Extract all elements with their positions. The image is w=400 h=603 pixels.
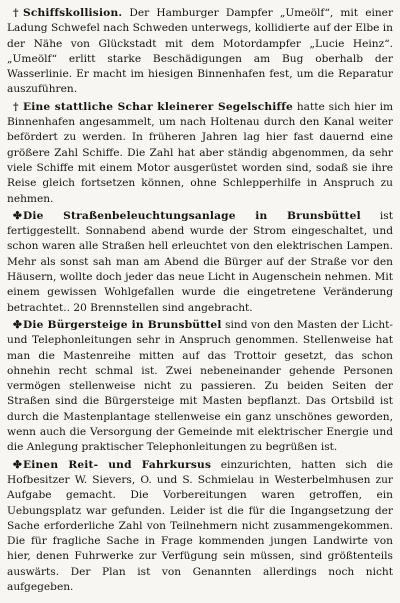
article-street-lighting <box>7 209 393 316</box>
article-body: hatte sich hier im Binnenhafen angesammelt, um nach Holtenau durch den Kanal weiter befördert zu werden. In früheren Jahren lag hier fast dauernd eine größere Zahl Schiffe. Die Zahl hat aber ständig abgenommen, da sehr viele Schiffe mit einem Motor ausgerüstet worden sind, sodaß sie ihre Reise gleich fortsetzen können, ohne Schlepperhilfe in Anspruch zu nehmen. <box>7 100 394 205</box>
article-marker: ✤ <box>13 318 22 331</box>
article-body: Der Hamburger Dampfer „Umeölf“, mit einer Ladung Schwefel nach Schweden unterwegs, kollidierte auf der Elbe in der Nähe von Glückstadt mit dem Motordampfer „Lucie Heinz“. „Umeölf“ erlitt starke Beschädigungen am Bug oberhalb der Wasserlinie. Er macht im hiesigen Binnenhafen fest, um die Reparatur auszuführen. <box>7 7 394 96</box>
article-body: sind von den Masten der Licht- und Telephonleitungen sehr in Anspruch genommen. Stellenweise hat man die Mastenreihe mitten auf das Trottoir gesetzt, das schon ohnehin recht schmal ist. Zwei nebeneinander gehende Personen vermögen stellenweise nicht zu passieren. Zu beiden Seiten der Straßen sind die Bürgersteige mit Masten bepflanzt. Das Ortsbild ist durch die Mastenplantage stellenweise ein ganz unschönes geworden, wenn auch die Versorgung der Gemeinde mit elektrischer Energie und die Anlegung praktischer Telephonleitungen zu begrüßen ist. <box>7 318 394 454</box>
article-headline: Die Straßenbeleuchtungsanlage in Brunsbüttel <box>23 209 361 222</box>
article-body: ist fertiggestellt. Sonnabend abend wurde der Strom eingeschaltet, und schon waren alle Straßen hell erleuchtet von den elektrischen Lampen. Mehr als sonst sah man am Abend die Bürger auf der Straße vor den Häusern, wollte doch jeder das neue Licht in Augenschein nehmen. Mit einem gewissen Wohlgefallen wurde die eingetretene Veränderung betrachtet.. 20 Brennstellen sind angebracht. <box>7 209 393 314</box>
article-riding-course <box>7 458 393 596</box>
article-headline: Einen Reit- und Fahrkursus <box>23 458 212 471</box>
article-headline: Schiffskollision. <box>23 7 123 19</box>
article-marker: ✤ <box>13 458 22 471</box>
article-marker: † <box>13 100 19 113</box>
article-body: einzurichten, hatten sich die Hofbesitzer W. Sievers, O. und S. Schmielau in Westerbelmhusen zur Aufgabe gemacht. Die Vorbereitungen waren getroffen, ein Uebungsplatz war gefunden. Leider ist die für die Ingangsetzung der Sache erforderliche Zahl von Teilnehmern nicht zusammengekommen. Die für fragliche Sache in Frage kommenden jungen Landwirte von hier, denen Fuhrwerke zur Verfügung sein müssen, sind größtenteils auswärts. Der Plan ist von Genannten allerdings noch nicht aufgegeben. <box>7 458 393 593</box>
article-ship-collision <box>7 6 393 98</box>
article-sidewalks <box>7 318 393 456</box>
article-headline: Die Bürgersteige in Brunsbüttel <box>23 318 222 331</box>
article-sailing-ships <box>7 100 393 207</box>
article-headline: Eine stattliche Schar kleinerer Segelschiffe <box>23 100 293 113</box>
article-marker: ✤ <box>13 209 22 222</box>
article-marker: † <box>13 7 19 19</box>
